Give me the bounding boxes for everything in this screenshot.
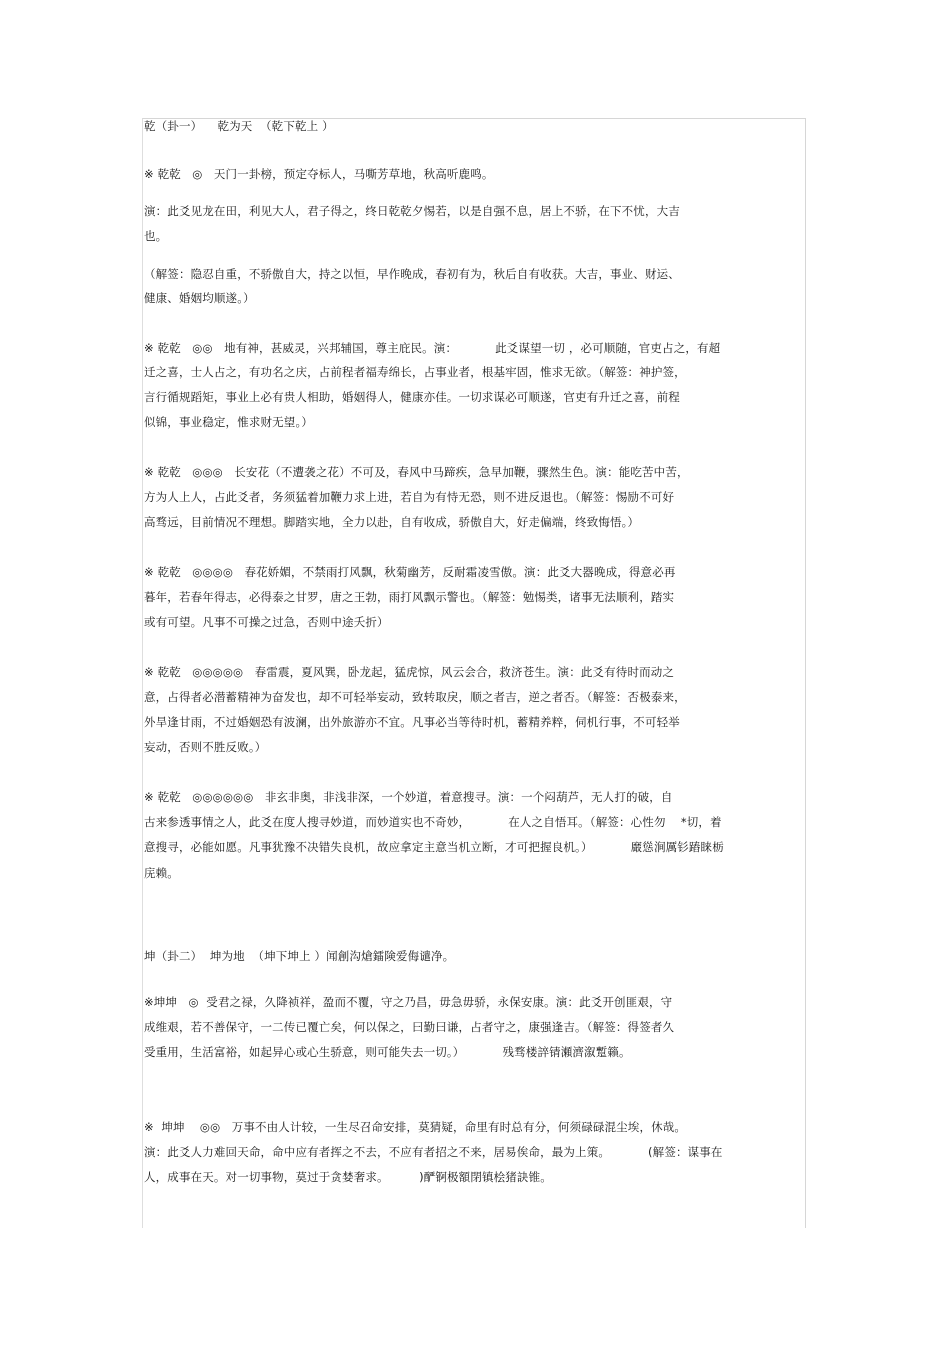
text-line: ※ 乾乾 ◎◎◎◎◎ 春雷震，夏风巽，卧龙起，猛虎惊，风云会合，救济苍生。演：此爻有待时而动之 xyxy=(144,665,675,679)
text-line: 言行循规蹈矩，事业上必有贵人相助，婚姻得人，健康亦佳。一切求谋必可顺遂，官吏有升迁之喜，前程 xyxy=(144,390,680,404)
text-line: 也。 xyxy=(144,229,168,243)
text-line: 意搜寻，必能如愿。凡事犹豫不决错失良机，故应拿定主意当机立断，才可把握良机。） 黀慫涧厲钐蹖睐栃 xyxy=(144,840,724,854)
text-line: 成维艰，若不善保守，一二传已覆亡矣，何以保之，曰勤曰谦，占者守之，康强逢吉。（解签：得签者久 xyxy=(144,1020,675,1034)
text-line: 庑赖。 xyxy=(144,866,179,880)
text-line: ※ 乾乾 ◎◎◎◎◎◎ 非玄非奥，非浅非深，一个妙道，着意搜寻。演：一个闷葫芦，无人打的破，自 xyxy=(144,790,673,804)
text-line: ※ 乾乾 ◎◎◎◎ 春花娇媚，不禁雨打风飘，秋菊幽芳，反耐霜凌雪傲。演：此爻大器晚成，得意必再 xyxy=(144,565,676,579)
text-line: ※ 乾乾 ◎◎ 地有神，甚威灵，兴邦辅国，尊主庇民。演： 此爻谋望一切 ，必可顺随，官吏占之，有超 xyxy=(144,341,721,355)
section-title-qian: 乾（卦一） 乾为天 （乾下乾上 ） xyxy=(144,119,334,133)
text-line: 演：此爻见龙在田，利见大人，君子得之，终日乾乾夕惕若，以是自强不息，居上不骄，在下不忧，大吉 xyxy=(144,204,680,218)
text-line: 迁之喜，士人占之，有功名之庆，占前程者福寿绵长，占事业者，根基牢固，惟求无欲。（解签：神护签， xyxy=(144,365,686,379)
text-line: 方为人上人，占此爻者，务须猛着加鞭力求上进，若自为有恃无恐，则不进反退也。（解签：惕励不可好 xyxy=(144,490,675,504)
text-line: 人，成事在天。对一切事物，莫过于贪婪奢求。 )酽锕极額閉镇桧猪訣锥。 xyxy=(144,1170,552,1184)
text-line: 似锦，事业稳定，惟求财无望。） xyxy=(144,415,313,429)
text-line: 意，占得者必潜蓄精神为奋发也，却不可轻举妄动，致转取戾，顺之者吉，逆之者否。（解签：否极泰来， xyxy=(144,690,686,704)
text-line: 受重用，生活富裕，如起异心或心生骄意，则可能失去一切。） 残骛楼誶锖瀬濟溆蹔籟。 xyxy=(144,1045,631,1059)
text-line: 古来参透事情之人，此爻在度人搜寻妙道，而妙道实也不奇妙， 在人之自悟耳。（解签：心性勿 *切，着 xyxy=(144,815,722,829)
text-line: ※ 乾乾 ◎ 天门一卦榜，预定夺标人，马嘶芳草地，秋高听鹿鸣。 xyxy=(144,167,494,181)
text-line: 演：此爻人力难回天命，命中应有者挥之不去，不应有者招之不来，居易俟命，最为上策。 (解签：谋事在 xyxy=(144,1145,723,1159)
text-line: 外旱逢甘雨，不过婚姻恐有波澜，出外旅游亦不宜。凡事必当等待时机，蓄精养粹，伺机行事，不可轻举 xyxy=(144,715,680,729)
text-line: 高骛远，目前情况不理想。脚踏实地，全力以赴，自有收成，骄傲自大，好走偏端，终致悔悟。） xyxy=(144,515,640,529)
text-line: （解签：隐忍自重，不骄傲自大，持之以恒，早作晚成，春初有为，秋后自有收获。大吉，事业、财运、 xyxy=(144,267,680,281)
section-title-kun: 坤（卦二） 坤为地 （坤下坤上 ）闻創沟熗鐳険爱侮谴净。 xyxy=(144,949,455,963)
text-line: 暮年，若春年得志，必得泰之甘罗，唐之王勃，雨打风飘示警也。（解签：勉惕类，诸事无法顺利，踏实 xyxy=(144,590,675,604)
text-line: ※ 坤坤 ◎◎ 万事不由人计较，一生尽召命安排，莫猜疑，命里有时总有分，何须碌碌混尘埃，休哉。 xyxy=(144,1120,687,1134)
text-line: ※坤坤 ◎ 受君之禄，久降祯祥，盈而不覆，守之乃昌，毋急毋骄，永保安康。演：此爻开创匪艰，守 xyxy=(144,995,673,1009)
text-line: 或有可望。凡事不可操之过急，否则中途夭折） xyxy=(144,615,389,629)
text-line: 妄动，否则不胜反败。） xyxy=(144,740,267,754)
text-line: ※ 乾乾 ◎◎◎ 长安花（不遭袭之花）不可及，春风中马蹄疾，急早加鞭，骤然生色。演：能吃苦中苦， xyxy=(144,465,689,479)
text-line: 健康、婚姻均顺遂。） xyxy=(144,291,255,305)
